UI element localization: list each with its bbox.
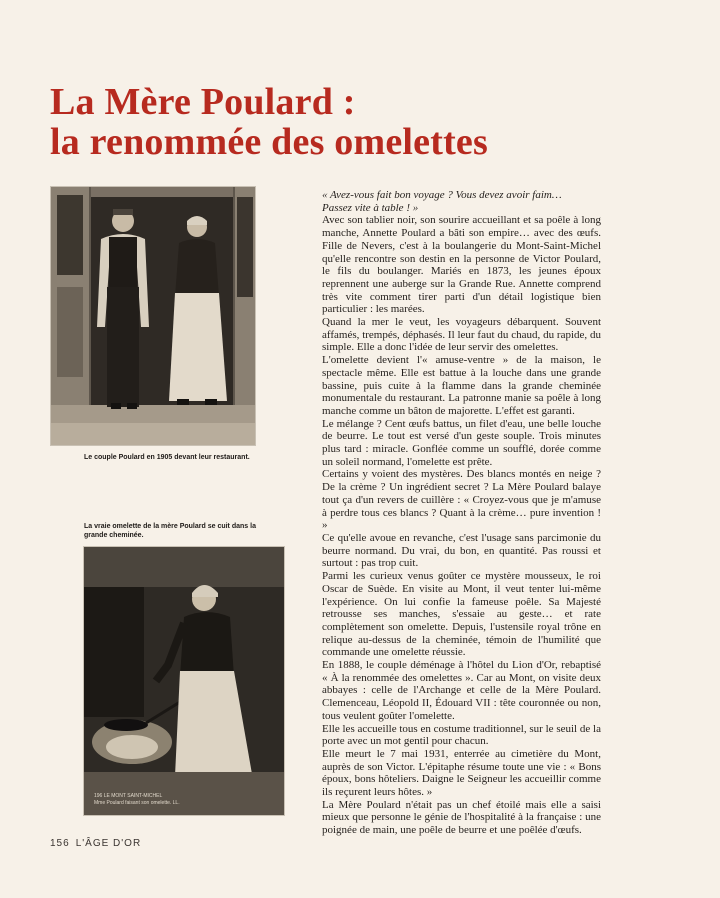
article-title <box>50 82 690 162</box>
page-number: 156 <box>50 838 70 849</box>
article-body <box>322 189 601 837</box>
paragraph: En 1888, le couple déménage à l'hôtel du Lion d'Or, rebaptisé « À la renommée des omelettes ». Car au Mont, on visite deux abbayes : celle de l'Archange et celle de la Mère Poulard. Clemenceau, Léopold II, Édouard VII : tête couronnée ou non, tous veulent goûter l'omelette. <box>322 659 601 722</box>
page-footer <box>50 838 141 849</box>
paragraph: Elle les accueille tous en costume traditionnel, sur le seuil de la porte avec un mot gentil pour chacun. <box>322 722 601 748</box>
paragraph: Ce qu'elle avoue en revanche, c'est l'usage sans parcimonie du beurre normand. Du vrai, du bon, en quantité. Pas roussi et surtout : pas trop cuit. <box>322 531 601 570</box>
paragraph: Quand la mer le veut, les voyageurs débarquent. Souvent affamés, trempés, déphasés. Il leur faut du chaud, du rapide, du simple. Elle a donc l'idée de leur servir des omelettes. <box>322 316 601 354</box>
title-line-2: la renommée des omelettes <box>50 121 488 163</box>
intro-quote-line-1: « Avez-vous fait bon voyage ? Vous devez avoir faim… <box>322 189 562 201</box>
paragraph: Elle meurt le 7 mai 1931, enterrée au cimetière du Mont, auprès de son Victor. L'épitaphe résume toute une vie : « Bons époux, bons hôteliers. Daigne le Seigneur les accueillir comme ils reçurent leurs hôtes. » <box>322 747 601 799</box>
paragraph: Le mélange ? Cent œufs battus, un filet d'eau, une belle louche de beurre. Le tout est versé d'un geste souple. Trois minutes plus tard : miracle. Gonflée comme un soufflé, dorée comme un soleil normand, l'omelette est prête. <box>322 417 601 468</box>
paragraph: Parmi les curieux venus goûter ce mystère mousseux, le roi Oscar de Suède. En visite au Mont, il veut tenter lui-même l'expérience. On lui confie la fameuse poêle. Sa Majesté retrousse ses manches, s'essaie au geste… et rate complètement son omelette. Depuis, l'ustensile royal trône en relique au-dessus de la cheminée, témoin de l'humilité que commande une omelette réussie. <box>322 570 601 659</box>
photo-caption-couple: Le couple Poulard en 1905 devant leur restaurant. <box>84 454 250 461</box>
omelette-photo <box>83 546 285 816</box>
couple-photo <box>50 186 256 446</box>
omelette-photo-illustration <box>84 547 284 815</box>
postcard-caption-2-line-2: Mme Poulard faisant son omelette. LL. <box>94 800 180 806</box>
intro-quote-line-2: Passez vite à table ! » <box>322 201 419 214</box>
paragraph: La Mère Poulard n'était pas un chef étoilé mais elle a saisi mieux que personne le génie de l'hospitalité à la française : une poignée de main, une poêle de beurre et une poêlée d'œufs. <box>322 798 601 837</box>
title-line-1: La Mère Poulard : <box>50 81 356 123</box>
postcard-caption-2-line-1: 196 LE MONT SAINT-MICHEL <box>94 793 163 799</box>
paragraph: Avec son tablier noir, son sourire accueillant et sa poêle à long manche, Annette Poulard a bâti son empire… avec des œufs. Fille de Nevers, c'est à la boulangerie du Mont-Saint-Michel qu'elle rencontre son destin en la personne de Victor Poulard, le fils du boulanger. Mariés en 1873, les jeunes époux reprennent une auberge sur la Grande Rue. Annette comprend très vite comment tirer parti d'un détail logistique bien particulier : les marées. <box>322 214 601 316</box>
postcard-caption-2 <box>94 793 274 807</box>
section-name: L'ÂGE D'OR <box>75 838 142 849</box>
intro-quote <box>322 189 601 214</box>
paragraph: Certains y voient des mystères. Des blancs montés en neige ? De la crème ? Un ingrédient secret ? La Mère Poulard balaye tout ça d'un revers de cuillère : « Croyez-vous que je m'amuse à perdre tous ces blancs ? Quant à la crème… pure invention ! » <box>322 468 601 532</box>
couple-photo-illustration <box>51 187 255 445</box>
photo-caption-omelette: La vraie omelette de la mère Poulard se cuit dans la grande cheminée. <box>84 523 256 539</box>
paragraph: L'omelette devient l'« amuse-ventre » de la maison, le spectacle même. Elle est battue à la louche dans une grande bassine, puis cuite à la flamme dans la grande cheminée monumentale du restaurant. La patronne manie sa poêle à long manche comme un bâton de majorette. L'effet est garanti. <box>322 354 601 417</box>
